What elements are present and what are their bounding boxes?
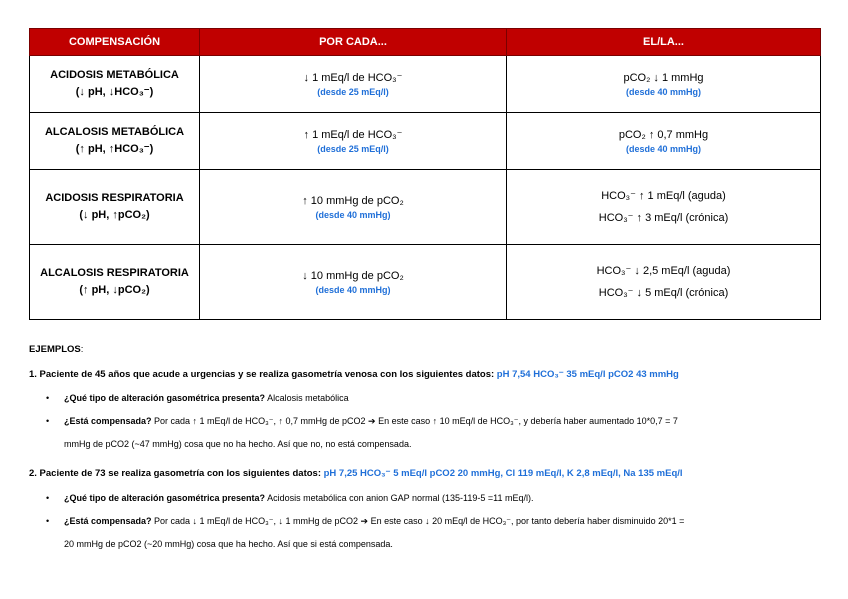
condition-cell [30, 170, 200, 245]
bullet-icon: • [46, 416, 50, 426]
condition-name: ALCALOSIS RESPIRATORIA [40, 267, 189, 279]
examples-heading [29, 344, 829, 355]
por-cada-cell [200, 113, 507, 170]
condition-name: ALCALOSIS METABÓLICA [44, 126, 185, 138]
example-2-title-text: 2. Paciente de 73 se realiza gasometría con los siguientes datos: [29, 468, 324, 479]
bullet-icon: • [46, 516, 50, 526]
por-cada-baseline: (desde 25 mEq/l) [317, 87, 389, 97]
condition-cell [30, 245, 200, 320]
condition-name: ACIDOSIS RESPIRATORIA [45, 192, 184, 204]
el-la-acute: HCO₃⁻ ↓ 2,5 mEq/l (aguda) [596, 265, 731, 277]
el-la-cell [507, 245, 821, 320]
example-2-title [29, 468, 829, 479]
table-row [30, 170, 821, 245]
example-1-question-2 [46, 410, 824, 432]
el-la-value: pCO₂ ↑ 0,7 mmHg [618, 129, 709, 141]
condition-name: ACIDOSIS METABÓLICA [50, 69, 179, 81]
condition-detail: (↑ pH, ↓pCO₂) [79, 284, 150, 296]
el-la-baseline: (desde 40 mmHg) [625, 144, 702, 154]
header-compensacion: COMPENSACIÓN [30, 29, 200, 56]
example-2-data: pH 7,25 HCO₃⁻ 5 mEq/l pCO2 20 mmHg, Cl 119 mEq/l, K 2,8 mEq/l, Na 135 mEq/l [323, 468, 683, 479]
question-label: ¿Qué tipo de alteración gasométrica presenta? [64, 493, 266, 503]
header-por-cada: POR CADA... [200, 29, 507, 56]
example-1-question-1 [46, 387, 824, 409]
question-answer: Acidosis metabólica con anion GAP normal (135-119-5 =11 mEq/l). [265, 493, 534, 503]
condition-cell [30, 113, 200, 170]
bullet-icon: • [46, 493, 50, 503]
header-el-la: EL/LA... [507, 29, 821, 56]
example-2-question-2-cont: 20 mmHg de pCO2 (~20 mmHg) cosa que ha hecho. Así que si está compensada. [64, 539, 393, 549]
question-answer: Por cada ↑ 1 mEq/l de HCO₃⁻, ↑ 0,7 mmHg de pCO2 ➔ En este caso ↑ 10 mEq/l de HCO₃⁻, y debería haber aumentado 10*0,7 = 7 [151, 416, 678, 426]
table-row [30, 113, 821, 170]
table-row [30, 245, 821, 320]
por-cada-baseline: (desde 40 mmHg) [315, 210, 391, 220]
por-cada-value: ↓ 10 mmHg de pCO₂ [302, 270, 404, 282]
question-label: ¿Está compensada? [64, 416, 152, 426]
el-la-acute: HCO₃⁻ ↑ 1 mEq/l (aguda) [601, 190, 726, 202]
condition-detail: (↓ pH, ↓HCO₃⁻) [75, 86, 154, 98]
por-cada-cell [200, 56, 507, 113]
por-cada-baseline: (desde 25 mEq/l) [317, 144, 389, 154]
por-cada-value: ↓ 1 mEq/l de HCO₃⁻ [303, 72, 403, 84]
table-row [30, 56, 821, 113]
el-la-baseline: (desde 40 mmHg) [625, 87, 702, 97]
el-la-chronic: HCO₃⁻ ↓ 5 mEq/l (crónica) [598, 287, 729, 299]
example-1-title-text: 1. Paciente de 45 años que acude a urgencias y se realiza gasometría venosa con los siguientes datos: [29, 369, 497, 380]
example-1-data: pH 7,54 HCO₃⁻ 35 mEq/l pCO2 43 mmHg [496, 369, 679, 380]
el-la-chronic: HCO₃⁻ ↑ 3 mEq/l (crónica) [598, 212, 729, 224]
por-cada-value: ↑ 1 mEq/l de HCO₃⁻ [303, 129, 403, 141]
example-2-question-1 [46, 487, 824, 509]
table-header-row [30, 29, 821, 56]
examples-heading-colon: : [80, 344, 84, 355]
por-cada-cell [200, 245, 507, 320]
question-answer: Por cada ↓ 1 mEq/l de HCO₃⁻, ↓ 1 mmHg de pCO2 ➔ En este caso ↓ 20 mEq/l de HCO₃⁻, por tanto debería haber disminuido 20*1 = [151, 516, 685, 526]
compensation-table [29, 28, 821, 320]
example-1-title [29, 369, 829, 380]
examples-heading-text: EJEMPLOS [29, 344, 81, 355]
el-la-value: pCO₂ ↓ 1 mmHg [623, 72, 704, 84]
por-cada-baseline: (desde 40 mmHg) [315, 285, 391, 295]
el-la-cell [507, 56, 821, 113]
el-la-cell [507, 170, 821, 245]
condition-cell [30, 56, 200, 113]
por-cada-value: ↑ 10 mmHg de pCO₂ [302, 195, 404, 207]
por-cada-cell [200, 170, 507, 245]
question-label: ¿Está compensada? [64, 516, 152, 526]
example-1-question-2-cont: mmHg de pCO2 (~47 mmHg) cosa que no ha hecho. Así que no, no está compensada. [64, 439, 412, 449]
example-2-question-2 [46, 510, 824, 532]
condition-detail: (↑ pH, ↑HCO₃⁻) [75, 143, 154, 155]
el-la-cell [507, 113, 821, 170]
condition-detail: (↓ pH, ↑pCO₂) [79, 209, 150, 221]
question-answer: Alcalosis metabólica [265, 393, 349, 403]
question-label: ¿Qué tipo de alteración gasométrica presenta? [64, 393, 266, 403]
bullet-icon: • [46, 393, 50, 403]
